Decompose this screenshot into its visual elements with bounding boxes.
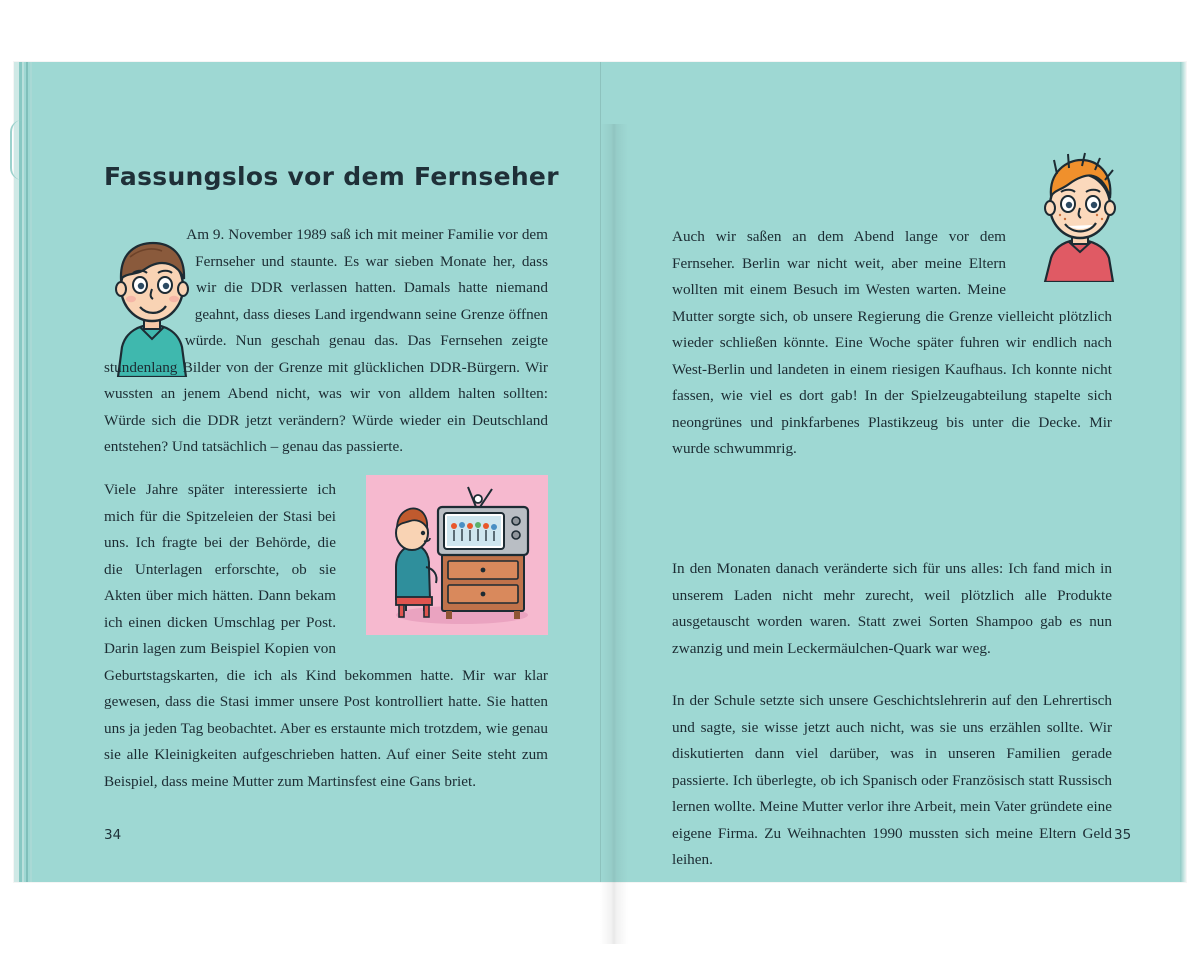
book-gutter <box>600 124 628 944</box>
right-page-paragraph-2-text: In den Monaten danach veränderte sich für uns alles: Ich fand mich in unserem Laden nicht mehr zurecht, weil plötzlich alle Produkte ausgetauscht worden waren. Statt zwei Sorten Shampoo gab es nun zwanzig und mein Leckermäulchen-Quark war weg. <box>672 560 1112 657</box>
right-page-paragraph-2 <box>672 556 1112 662</box>
right-page-paragraph-3 <box>672 688 1112 874</box>
page-edge-right <box>1180 62 1186 882</box>
page-edge-4 <box>26 62 28 882</box>
text-wrap-shape-tv <box>336 477 548 642</box>
page-number-right: 35 <box>1114 827 1132 843</box>
book-spine-line <box>600 62 601 882</box>
chapter-title: Fassungslos vor dem Fernseher <box>104 162 559 191</box>
text-wrap-shape-boy <box>104 222 196 352</box>
page-right <box>614 62 1186 882</box>
text-wrap-shape-boy-right <box>1006 224 1112 286</box>
left-page-paragraph-1 <box>104 222 548 461</box>
right-page-paragraph-3-text: In der Schule setzte sich unsere Geschichtslehrerin auf den Lehrertisch und sagte, sie wisse jetzt auch nicht, was sie uns erzählen sollte. Wir diskutierten dann viel darüber, was in unseren Familien gerade passierte. Ich überlegte, ob ich Spanisch oder Französisch statt Russisch lernen wollte. Meine Mutter verlor ihre Arbeit, mein Vater gründete eine eigene Firma. Zu Weihnachten 1990 mussten sich meine Eltern Geld leihen. <box>672 692 1113 868</box>
left-page-paragraph-1-text: Am 9. November 1989 saß ich mit meiner Familie vor dem Fernseher und staunte. Es war sieben Monate her, dass wir die DDR verlassen hatten. Damals hatte niemand geahnt, dass dieses Land irgendwann seine Grenze öffnen würde. Nun geschah genau das. Das Fernsehen zeigte stundenlang Bilder von der Grenze mit glücklichen DDR-Bürgern. Wir wussten an jenem Abend nicht, was wir von alldem halten sollten: Würde sich die DDR jetzt verändern? Würde wieder ein Deutschland entstehen? Und tatsächlich – genau das passierte. <box>104 226 548 455</box>
right-page-paragraph-1 <box>672 224 1112 463</box>
page-edge-3 <box>22 62 24 882</box>
page-edge-5 <box>30 62 32 882</box>
page-left <box>14 62 614 882</box>
left-page-paragraph-2-text: Viele Jahre später interessierte ich mich für die Spitzeleien der Stasi bei uns. Ich fragte bei der Behörde, die die Unterlagen erforschte, ob sie Akten über mich hätten. Dann bekam ich einen dicken Umschlag per Post. Darin lagen zum Beispiel Kopien von Geburtstagskarten, die ich als Kind bekommen hatte. Mir war klar gewesen, dass die Stasi immer unsere Post kontrolliert hatte. Sie hatten uns ja jeden Tag beobachtet. Aber es erstaunte mich trotzdem, wie genau sie alle Kleinigkeiten aufgeschrieben hatten. Auf einer Seite steht zum Beispiel, dass meine Mutter zum Martinsfest eine Gans briet. <box>104 481 548 790</box>
page-number-left: 34 <box>104 827 122 843</box>
left-page-paragraph-2 <box>104 477 548 795</box>
right-page-paragraph-1-text: Auch wir saßen an dem Abend lange vor dem Fernseher. Berlin war nicht weit, aber meine Eltern wollten mit einem Besuch im Westen warten. Meine Mutter sorgte sich, ob unsere Regierung die Grenze vielleicht plötzlich wieder schließen könnte. Eine Woche später fuhren wir endlich nach West-Berlin und landeten in einem riesigen Kaufhaus. Ich konnte nicht fassen, wie viel es dort gab! In der Spielzeugabteilung stapelte sich neongrünes und pinkfarbenes Plastikzeug bis unter die Decke. Mir wurde schwummrig. <box>672 228 1112 457</box>
page-curl <box>10 120 30 180</box>
background-top <box>0 0 1200 62</box>
